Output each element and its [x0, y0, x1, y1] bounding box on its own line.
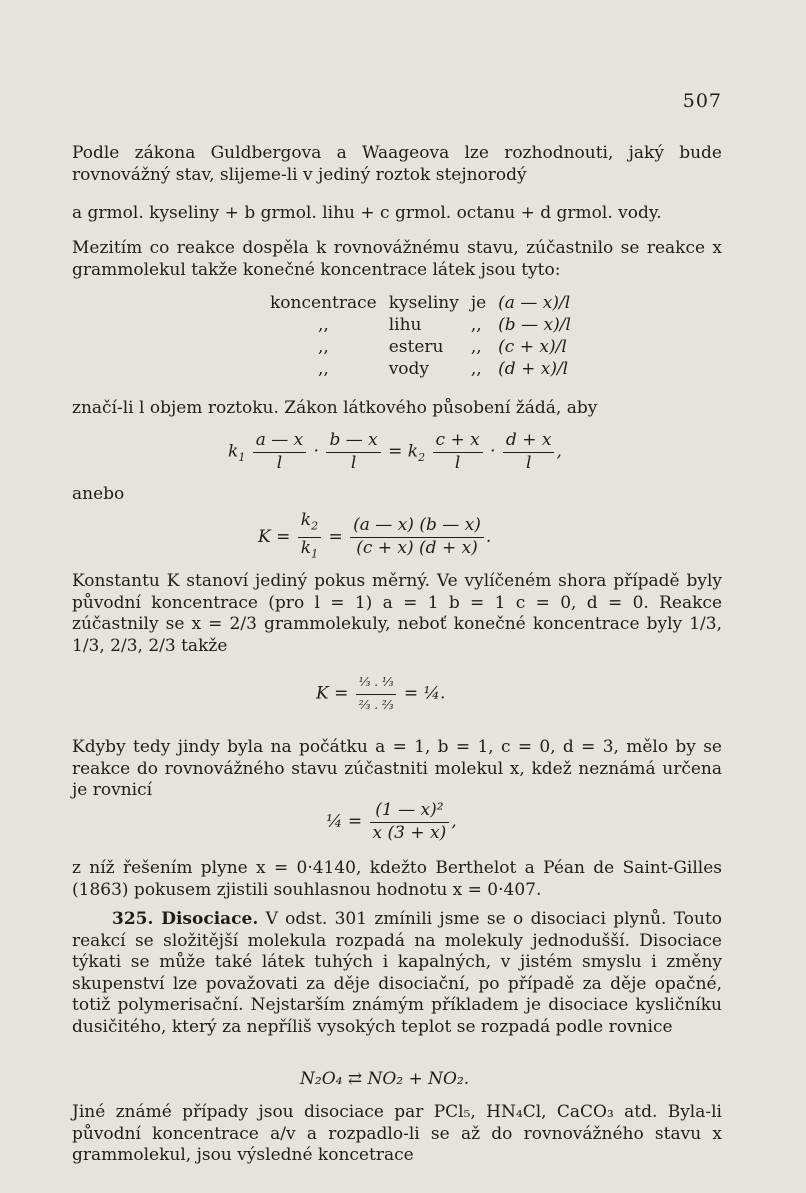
table-cell: esteru: [388, 337, 444, 357]
fraction: $\frac{\text{⅓ . ⅓}}{\text{⅔ . ⅔}}$: [356, 672, 397, 716]
table-cell: ,,: [470, 315, 482, 335]
eq1-k1: k: [228, 441, 239, 462]
section-heading: 325. Disociace.: [112, 909, 259, 929]
table-cell: (c + x)/l: [498, 337, 567, 357]
fraction: $\frac{d + x}{l}$: [503, 430, 555, 474]
table-cell: vody: [388, 359, 430, 379]
fraction: $\frac{(a — x) (b — x)}{(c + x) (d + x)}$: [350, 515, 484, 559]
fraction: $\frac{c + x}{l}$: [433, 430, 483, 474]
page-number: 507: [682, 90, 722, 112]
table-cell: kyseliny: [388, 293, 459, 313]
word-anebo: anebo: [72, 484, 125, 504]
equation-1: $k_1$ $\frac{a — x}{l}$ · $\frac{b — x}{l}$ = $k_2$ $\frac{c + x}{l}$ · $\frac{d + x}{l}$ ,: [228, 430, 562, 473]
table-cell: je: [470, 293, 487, 313]
table-cell: (a — x)/l: [498, 293, 571, 313]
paragraph-2: a grmol. kyseliny + b grmol. lihu + c grmol. octanu + d grmol. vody.: [72, 203, 662, 223]
table-row: [264, 314, 577, 336]
paragraph-6: Kdyby tedy jindy byla na počátku a = 1, b = 1, c = 0, d = 3, mělo by se reakce do rovnovážného stavu zúčastniti molekul x, kdež neznámá určena je rovnicí: [72, 737, 722, 800]
equation-3: K = $\frac{\text{⅓ . ⅓}}{\text{⅔ . ⅔}}$ = ¼.: [316, 672, 445, 716]
paragraph-7: z níž řešením plyne x = 0·4140, kdežto Berthelot a Péan de Saint-Gilles (1863) pokusem zjistili souhlasnou hodnotu x = 0·407.: [72, 858, 722, 900]
table-row: [264, 336, 577, 358]
paragraph-4: značí-li l objem roztoku. Zákon látkového působení žádá, aby: [72, 398, 598, 418]
paragraph-9: Jiné známé případy jsou disociace par PCl₅, HN₄Cl, CaCO₃ atd. Byla-li původní koncentrace a/v a rozpadlo-li se až do rovnovážného stavu x grammolekul, jsou výsledné koncetrace: [72, 1102, 722, 1165]
table-cell: ,,: [317, 359, 329, 379]
paragraph-8: 325. Disociace. V odst. 301 zmínili jsme se o disociaci plynů. Touto reakcí se složitější molekula rozpadá na molekuly jednodušší. Disociace týkati se může také látek tuhých i kapalných, v jistém smyslu i změny skupenství lze považovati za děje disociační, po případě za děje opačné, totiž polymerisační. Nejstarším známým příkladem je disociace kysličníku dusičitého, který za nepříliš vysokých teplot se rozpadá podle rovnice: [72, 909, 723, 1037]
equation-4: ¼ = $\frac{\text{(1 — x)²}}{x (3 + x)}$ ,: [326, 800, 457, 843]
equation-5: N₂O₄ ⇄ NO₂ + NO₂.: [300, 1069, 470, 1089]
paragraph-3: Mezitím co reakce dospěla k rovnovážnému stavu, zúčastnilo se reakce x grammolekul takže konečné koncentrace látek jsou tyto:: [72, 238, 722, 280]
table-row: [264, 292, 577, 314]
table-cell: ,,: [470, 359, 482, 379]
table-cell: ,,: [470, 337, 482, 357]
table-cell: (d + x)/l: [498, 359, 569, 379]
table-cell: koncentrace: [270, 293, 377, 313]
paragraph-1: Podle zákona Guldbergova a Waageova lze rozhodnouti, jaký bude rovnovážný stav, slijeme-li v jediný roztok stejnorodý: [72, 143, 722, 185]
fraction: $\frac{b — x}{l}$: [326, 430, 380, 474]
fraction: $\frac{\text{(1 — x)²}}{x (3 + x)}$: [370, 800, 450, 844]
paragraph-5: Konstantu K stanoví jediný pokus měrný. Ve vylíčeném shora případě byly původní koncentrace (pro l = 1) a = 1 b = 1 c = 0, d = 0. Reakce zúčastnily se x = 2/3 grammolekuly, neboť konečné koncentrace byly 1/3, 1/3, 2/3, 2/3 takže: [72, 571, 722, 656]
table-cell: lihu: [388, 315, 422, 335]
concentration-table: [264, 292, 577, 380]
table-cell: ,,: [317, 337, 329, 357]
fraction: $\frac{a — x}{l}$: [253, 430, 307, 474]
table-cell: ,,: [317, 315, 329, 335]
table-cell: (b — x)/l: [498, 315, 571, 335]
fraction: $\frac{k_2}{k_1}$: [298, 510, 321, 565]
table-row: [264, 358, 577, 380]
equation-2: K = $\frac{k_2}{k_1}$ = $\frac{(a — x) (b — x)}{(c + x) (d + x)}$ .: [258, 510, 491, 565]
